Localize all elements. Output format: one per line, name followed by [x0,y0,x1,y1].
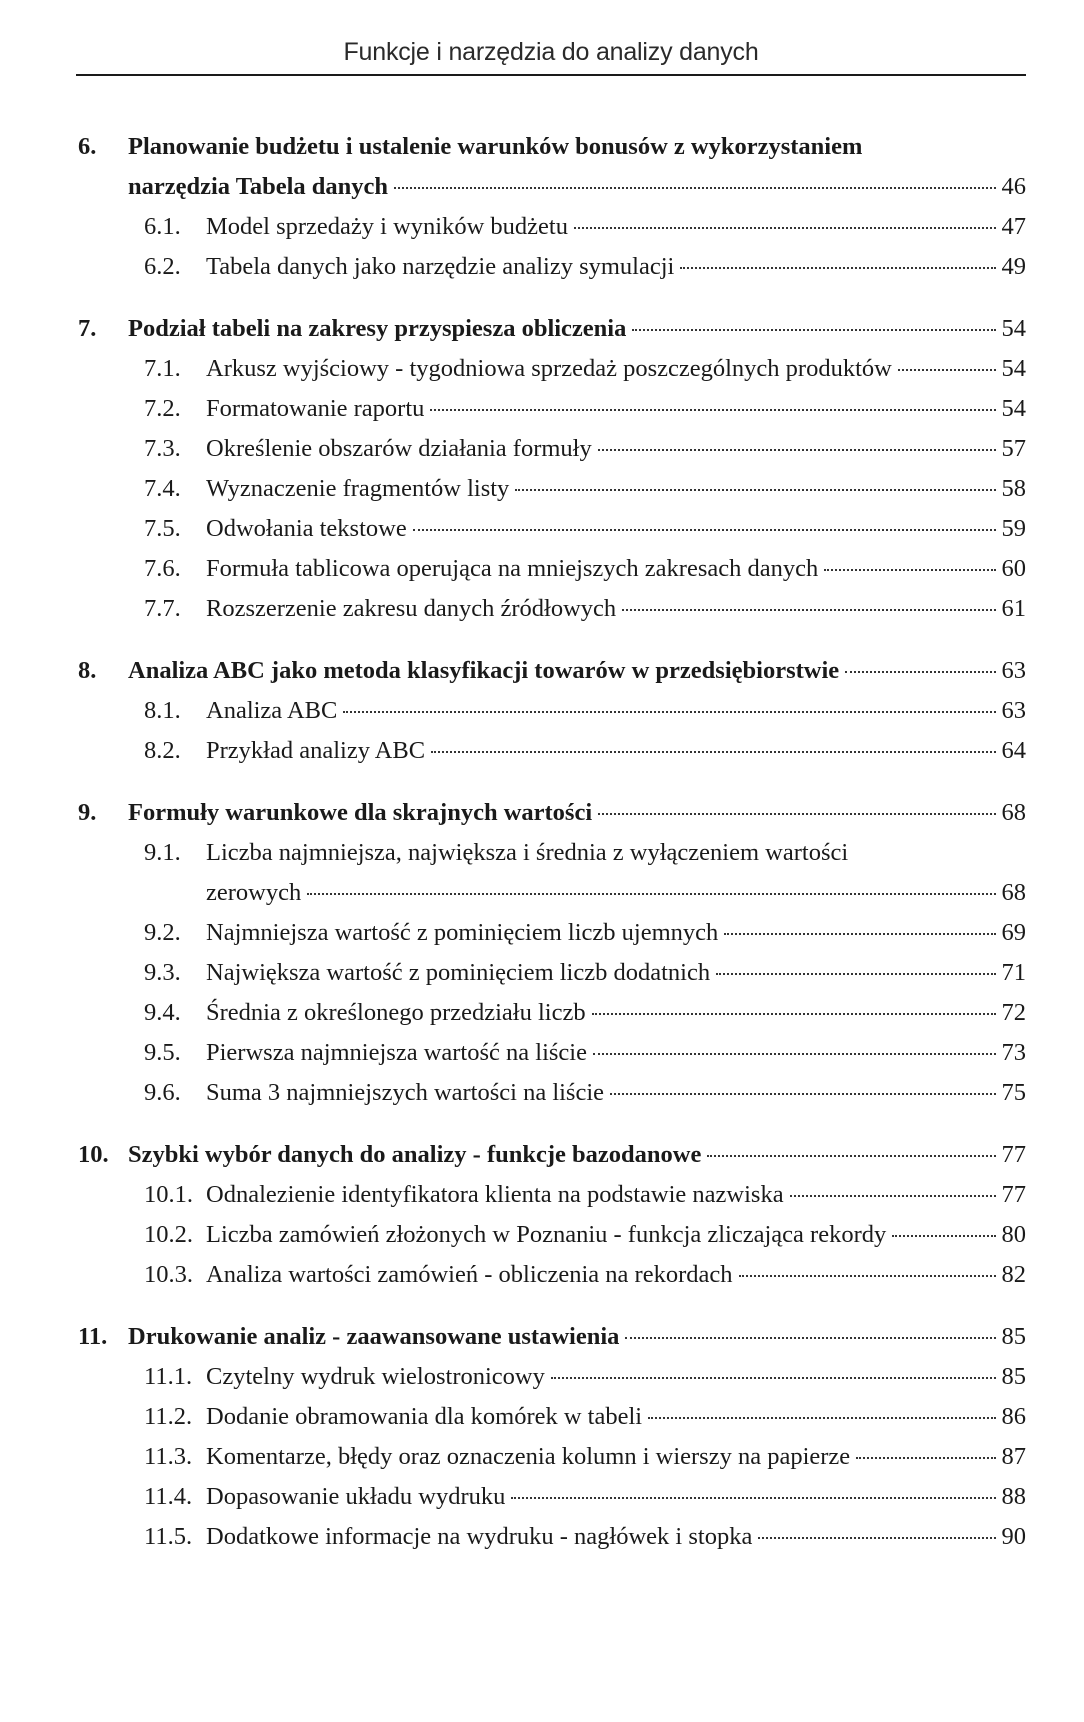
section-title: Dodanie obramowania dla komórek w tabeli [206,1403,643,1430]
page-number: 87 [1001,1443,1026,1470]
dot-leader [515,489,995,491]
toc-chapter-heading[interactable] [78,127,1026,167]
dot-leader [413,529,996,531]
section-number: 7.4. [144,475,181,502]
toc-section[interactable] [78,549,1026,589]
toc-section-continued[interactable] [78,873,1026,913]
dot-leader [343,711,995,713]
dot-leader [430,409,995,411]
page-number: 63 [1001,657,1026,684]
page-number: 88 [1001,1483,1026,1510]
section-title: Liczba najmniejsza, największa i średnia z wyłączeniem wartości [206,839,849,866]
section-title: Najmniejsza wartość z pominięciem liczb ujemnych [206,919,719,946]
toc-chapter-8 [78,651,1026,771]
toc-section[interactable] [78,833,1026,873]
toc-section[interactable] [78,731,1026,771]
section-title: Formuła tablicowa operująca na mniejszych zakresach danych [206,555,819,582]
section-title: Dodatkowe informacje na wydruku - nagłówek i stopka [206,1523,753,1550]
section-number: 9.5. [144,1039,181,1066]
chapter-title: Analiza ABC jako metoda klasyfikacji towarów w przedsiębiorstwie [128,657,840,684]
page-number: 47 [1001,213,1026,240]
dot-leader [739,1275,996,1277]
toc-chapter-6 [78,127,1026,287]
toc-section[interactable] [78,1517,1026,1557]
section-number: 9.2. [144,919,181,946]
toc-section[interactable] [78,349,1026,389]
section-number: 10.2. [144,1221,193,1248]
section-title: Liczba zamówień złożonych w Poznaniu - funkcja zliczająca rekordy [206,1221,887,1248]
section-title: Dopasowanie układu wydruku [206,1483,506,1510]
page-number: 49 [1001,253,1026,280]
dot-leader [394,187,995,189]
chapter-title: Podział tabeli na zakresy przyspiesza obliczenia [128,315,627,342]
page-number: 75 [1001,1079,1026,1106]
toc-section[interactable] [78,993,1026,1033]
page-number: 85 [1001,1363,1026,1390]
dot-leader [824,569,995,571]
toc-section[interactable] [78,1033,1026,1073]
section-title: Arkusz wyjściowy - tygodniowa sprzedaż poszczególnych produktów [206,355,892,382]
page-number: 73 [1001,1039,1026,1066]
dot-leader [431,751,995,753]
toc-section[interactable] [78,589,1026,629]
section-title: Analiza ABC [206,697,338,724]
toc-section[interactable] [78,469,1026,509]
toc-section[interactable] [78,389,1026,429]
dot-leader [625,1337,995,1339]
section-title: Odnalezienie identyfikatora klienta na podstawie nazwiska [206,1181,784,1208]
dot-leader [758,1537,995,1539]
section-title: Suma 3 najmniejszych wartości na liście [206,1079,605,1106]
chapter-title: Drukowanie analiz - zaawansowane ustawienia [128,1323,620,1350]
dot-leader [790,1195,996,1197]
chapter-number: 11. [78,1323,108,1350]
section-number: 11.5. [144,1523,193,1550]
dot-leader [610,1093,995,1095]
section-number: 7.6. [144,555,181,582]
toc-chapter-7 [78,309,1026,629]
section-number: 9.4. [144,999,181,1026]
dot-leader [307,893,995,895]
dot-leader [598,449,996,451]
section-number: 11.3. [144,1443,193,1470]
page-number: 72 [1001,999,1026,1026]
toc-section[interactable] [78,429,1026,469]
section-title: Komentarze, błędy oraz oznaczenia kolumn i wierszy na papierze [206,1443,851,1470]
toc-chapter-heading[interactable] [78,793,1026,833]
section-title: Model sprzedaży i wyników budżetu [206,213,568,240]
section-number: 7.2. [144,395,181,422]
section-number: 6.2. [144,253,181,280]
dot-leader [707,1155,995,1157]
toc-section[interactable] [78,247,1026,287]
section-number: 9.1. [144,839,181,866]
page-number: 68 [1001,799,1026,826]
toc-section[interactable] [78,1477,1026,1517]
chapter-number: 8. [78,657,97,684]
dot-leader [892,1235,995,1237]
toc-chapter-heading[interactable] [78,1317,1026,1357]
dot-leader [845,671,995,673]
section-title: Formatowanie raportu [206,395,425,422]
dot-leader [632,329,995,331]
page-number: 71 [1001,959,1026,986]
section-title: Średnia z określonego przedziału liczb [206,999,586,1026]
section-number: 7.5. [144,515,181,542]
section-title: Odwołania tekstowe [206,515,407,542]
dot-leader [898,369,996,371]
section-number: 7.1. [144,355,181,382]
section-number: 9.6. [144,1079,181,1106]
running-header: Funkcje i narzędzia do analizy danych [76,30,1026,76]
page-number: 68 [1001,879,1026,906]
chapter-title: Formuły warunkowe dla skrajnych wartości [128,799,593,826]
section-number: 11.2. [144,1403,193,1430]
section-title: Rozszerzenie zakresu danych źródłowych [206,595,617,622]
section-number: 11.4. [144,1483,193,1510]
dot-leader [511,1497,995,1499]
toc-section[interactable] [78,207,1026,247]
chapter-title: Szybki wybór danych do analizy - funkcje bazodanowe [128,1141,702,1168]
section-title: Tabela danych jako narzędzie analizy symulacji [206,253,675,280]
page-number: 61 [1001,595,1026,622]
toc-section[interactable] [78,1215,1026,1255]
page-number: 80 [1001,1221,1026,1248]
toc-chapter-10 [78,1135,1026,1295]
dot-leader [598,813,995,815]
section-title: Wyznaczenie fragmentów listy [206,475,510,502]
section-number: 6.1. [144,213,181,240]
dot-leader [648,1417,995,1419]
toc-section[interactable] [78,509,1026,549]
dot-leader [622,609,995,611]
page-number: 86 [1001,1403,1026,1430]
section-number: 7.7. [144,595,181,622]
section-number: 10.1. [144,1181,193,1208]
section-number: 7.3. [144,435,181,462]
toc-section[interactable] [78,1073,1026,1113]
section-title: Przykład analizy ABC [206,737,426,764]
chapter-number: 6. [78,133,97,160]
toc-chapter-11 [78,1317,1026,1557]
page-number: 85 [1001,1323,1026,1350]
page-number: 54 [1001,355,1026,382]
page-number: 64 [1001,737,1026,764]
section-number: 8.2. [144,737,181,764]
section-number: 10.3. [144,1261,193,1288]
section-title: Czytelny wydruk wielostronicowy [206,1363,545,1390]
toc-chapter-heading[interactable] [78,651,1026,691]
section-title: Określenie obszarów działania formuły [206,435,592,462]
toc-section[interactable] [78,1357,1026,1397]
page-number: 57 [1001,435,1026,462]
section-number: 9.3. [144,959,181,986]
page-number: 54 [1001,395,1026,422]
dot-leader [574,227,996,229]
chapter-title: Planowanie budżetu i ustalenie warunków bonusów z wykorzystaniem [128,133,863,160]
toc-section[interactable] [78,1397,1026,1437]
dot-leader [680,267,995,269]
toc-section[interactable] [78,1437,1026,1477]
section-title: Analiza wartości zamówień - obliczenia na rekordach [206,1261,733,1288]
dot-leader [724,933,995,935]
page-number: 82 [1001,1261,1026,1288]
dot-leader [716,973,995,975]
section-number: 11.1. [144,1363,193,1390]
dot-leader [593,1053,996,1055]
page-number: 59 [1001,515,1026,542]
section-title-continued: zerowych [206,879,302,906]
page-number: 69 [1001,919,1026,946]
section-title: Największa wartość z pominięciem liczb dodatnich [206,959,711,986]
table-of-contents [78,127,1026,1579]
chapter-number: 7. [78,315,97,342]
section-number: 8.1. [144,697,181,724]
page-number: 63 [1001,697,1026,724]
dot-leader [592,1013,996,1015]
toc-section[interactable] [78,913,1026,953]
toc-section[interactable] [78,691,1026,731]
toc-chapter-9 [78,793,1026,1113]
chapter-number: 10. [78,1141,109,1168]
toc-chapter-heading[interactable] [78,309,1026,349]
page-number: 54 [1001,315,1026,342]
toc-chapter-heading[interactable] [78,1135,1026,1175]
toc-section[interactable] [78,1255,1026,1295]
page-number: 58 [1001,475,1026,502]
page-number: 60 [1001,555,1026,582]
section-title: Pierwsza najmniejsza wartość na liście [206,1039,587,1066]
dot-leader [856,1457,995,1459]
page-number: 77 [1001,1141,1026,1168]
chapter-number: 9. [78,799,97,826]
page-number: 90 [1001,1523,1026,1550]
toc-chapter-heading-continued[interactable] [78,167,1026,207]
chapter-title-continued: narzędzia Tabela danych [128,173,389,200]
toc-section[interactable] [78,953,1026,993]
page-number: 77 [1001,1181,1026,1208]
toc-section[interactable] [78,1175,1026,1215]
page-number: 46 [1001,173,1026,200]
dot-leader [551,1377,996,1379]
